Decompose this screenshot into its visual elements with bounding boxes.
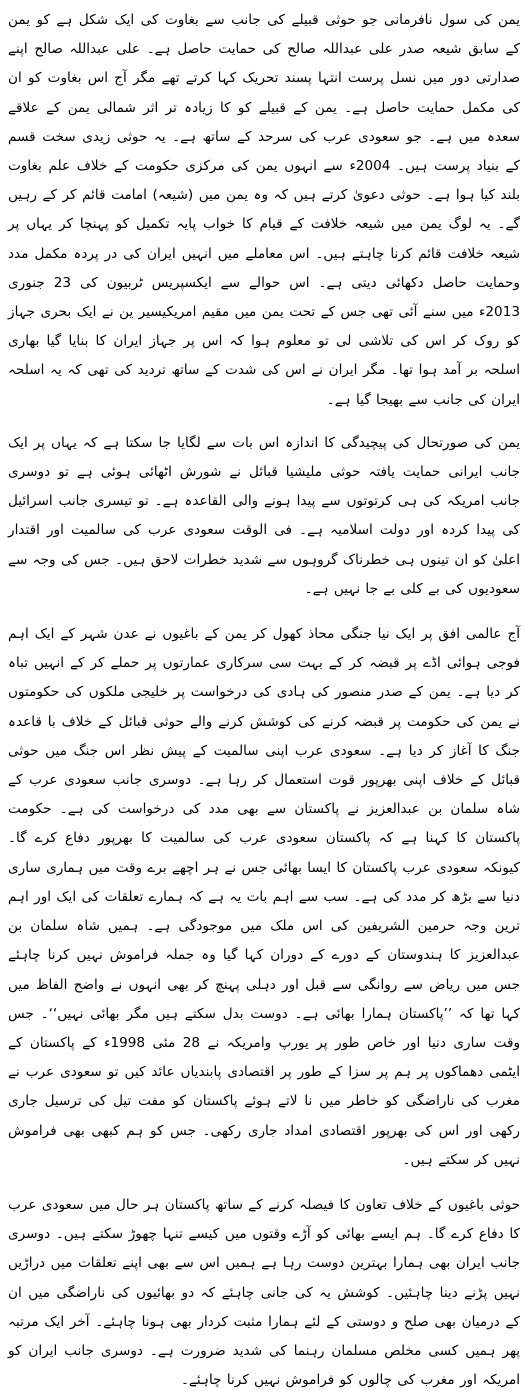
- article-paragraph-1: یمن کی سول نافرمانی جو حوثی قبیلے کی جانب سے بغاوت کی ایک شکل ہے کو یمن کے سابق شیعہ صدر علی عبداللہ صالح کی حمایت حاصل ہے۔ علی عبداللہ صالح اپنے صدارتی دور میں نسل پرست انتہا پسند تحریک کہا کرتے تھے مگر آج اس بغاوت کو ان کی مکمل حمایت حاصل ہے۔ یمن کے قبیلے کو کا زیادہ تر اثر شمالی یمن کے علاقے سعدہ میں ہے۔ جو سعودی عرب کی سرحد کے ساتھ ہے۔ یہ حوثی زیدی سخت قسم کے بنیاد پرست ہیں۔ 2004ء سے انہوں یمن کی مرکزی حکومت کے خلاف علم بغاوت بلند کیا ہوا ہے۔ حوثی دعویٰ کرتے ہیں کہ وہ یمن میں (شیعہ) امامت قائم کر کے رہیں گے۔ یہ لوگ یمن میں شیعہ خلافت کے قیام کا خواب پایہ تکمیل کو پہنچا کر یہاں پر شیعہ خلافت قائم کرنا چاہتے ہیں۔ اس معاملے میں انہیں ایران کی در پردہ مکمل مدد وحمایت حاصل دکھائی دیتی ہے۔ اس حوالے سے ایکسپریس ٹربیون کی 23 جنوری 2013ء میں سنے آئی تھی جس کے تحت یمن میں مقیم امریکیسیر ین نے ایک بحری جہاز کو روک کر اس کی تلاشی لی تو معلوم ہوا کہ اس پر جہاز ایران کا بنایا گیا بھاری اسلحہ بر آمد ہوا تھا۔ مگر ایران نے اس کی شدت کے ساتھ تردید کی تھی کہ یہ اسلحہ ایران کی جانب سے بھیجا گیا ہے۔: [8, 12, 520, 408]
- article-paragraph-4: حوثی باغیوں کے خلاف تعاون کا فیصلہ کرنے کے ساتھ پاکستان ہر حال میں سعودی عرب کا دفاع کرے گا۔ ہم ایسے بھائی کو آڑے وقتوں میں کیسے تنہا چھوڑ سکتے ہیں۔ دوسری جانب ایران بھی ہمارا بہترین دوست رہا ہے ہمیں اس سے بھی اپنے تعلقات میں دراڑیں نہیں پڑنے دینا چاہئیں۔ کوشش یہ کی جانی چاہئے کہ دو بھائیوں کی ناراضگی میں ان کے درمیان بھی صلح و دوستی کے لئے ہمارا مثبت کردار بھی ہونا چاہئے۔ آخر ایک مرتبہ پھر ہمیں کسی مخلص مسلمان رہنما کی شدید ضرورت ہے۔ دوسری جانب ایران کو امریکہ اور مغرب کی چالوں کو فراموش نہیں کرنا چاہئے۔: [8, 1196, 520, 1389]
- article-paragraph-2: یمن کی صورتحال کی پیچیدگی کا اندازہ اس بات سے لگایا جا سکتا ہے کہ یہاں پر ایک جانب ایرانی حمایت یافتہ حوثی ملیشیا قبائل نے شورش اٹھائی ہوئی ہے تو دوسری جانب امریکہ کی ہی کرتوتوں سے پیدا ہونے والی القاعدہ ہے۔ تو تیسری جانب اسرائیل کی پیدا کردہ اور دولت اسلامیہ ہے۔ فی الوقت سعودی عرب کی سالمیت اور اقتدار اعلیٰ کو ان تینوں ہی خطرناک گروہوں سے شدید خطرات لاحق ہیں۔ جس کی وجہ سے سعودیوں کی بے کلی بے جا نہیں ہے۔: [8, 434, 520, 597]
- article-paragraph-3: آج عالمی افق پر ایک نیا جنگی محاذ کھول کر یمن کے باغیوں نے عدن شہر کے ایک اہم فوجی ہوائی اڈے پر قبضہ کر کے بہت سی سرکاری عمارتوں پر حملے کر کے انہیں تباہ کر دیا ہے۔ یمن کے صدر منصور کی ہادی کی درخواست پر خلیجی ملکوں کی حکومتوں نے یمن کی حکومت پر قبضہ کرنے کی کوشش کرنے والے حوثی قبائل کے خلاف با قاعدہ جنگ کا آغاز کر دیا ہے۔ سعودی عرب اپنی سالمیت کے پیش نظر اس جنگ میں حوثی قبائل کے خلاف اپنی بھرپور قوت استعمال کر رہا ہے۔ دوسری جانب سعودی عرب کے شاہ سلمان بن عبدالعزیز نے پاکستان سے بھی مدد کی درخواست کی ہے۔ حکومت پاکستان کا کہنا ہے کہ پاکستان سعودی عرب کی سالمیت کا بھرپور دفاع کرے گا۔ کیونکہ سعودی عرب پاکستان کا ایسا بھائی جس نے ہر اچھے برے وقت میں ہماری ساری دنیا سے بڑھ کر مدد کی ہے۔ سب سے اہم بات یہ ہے کہ ہمارے تعلقات کی ایک اور اہم ترین وجہ حرمین الشریفین کی اس ملک میں موجودگی ہے۔ ہمیں شاہ سلمان بن عبدالعزیز کا ہندوستان کے دورے کے دوران کہا گیا وہ جملہ فراموش نہیں کرنا چاہئے جس میں ریاض سے روانگی سے قبل اور دہلی پہنچ کر بھی انہوں نے واضح الفاظ میں کہا تھا کہ ’’پاکستان ہمارا بھائی ہے۔ دوست بدل سکتے ہیں مگر بھائی نہیں‘‘۔ جس وقت ساری دنیا اور خاص طور پر یورپ وامریکہ نے 28 مئی 1998ء کے پاکستان کے ایٹمی دھماکوں پر ہم پر سزا کے طور پر اقتصادی پابندیاں عائد کیں تو سعودی عرب نے مغرب کی ناراضگی کو خاطر میں نا لاتے ہوئے پاکستان کو مفت تیل کی ترسیل جاری رکھی اور اس کی بھرپور اقتصادی امداد جاری رکھی۔ جس کو ہم کبھی بھی فراموش نہیں کر سکتے ہیں۔: [8, 626, 521, 1168]
